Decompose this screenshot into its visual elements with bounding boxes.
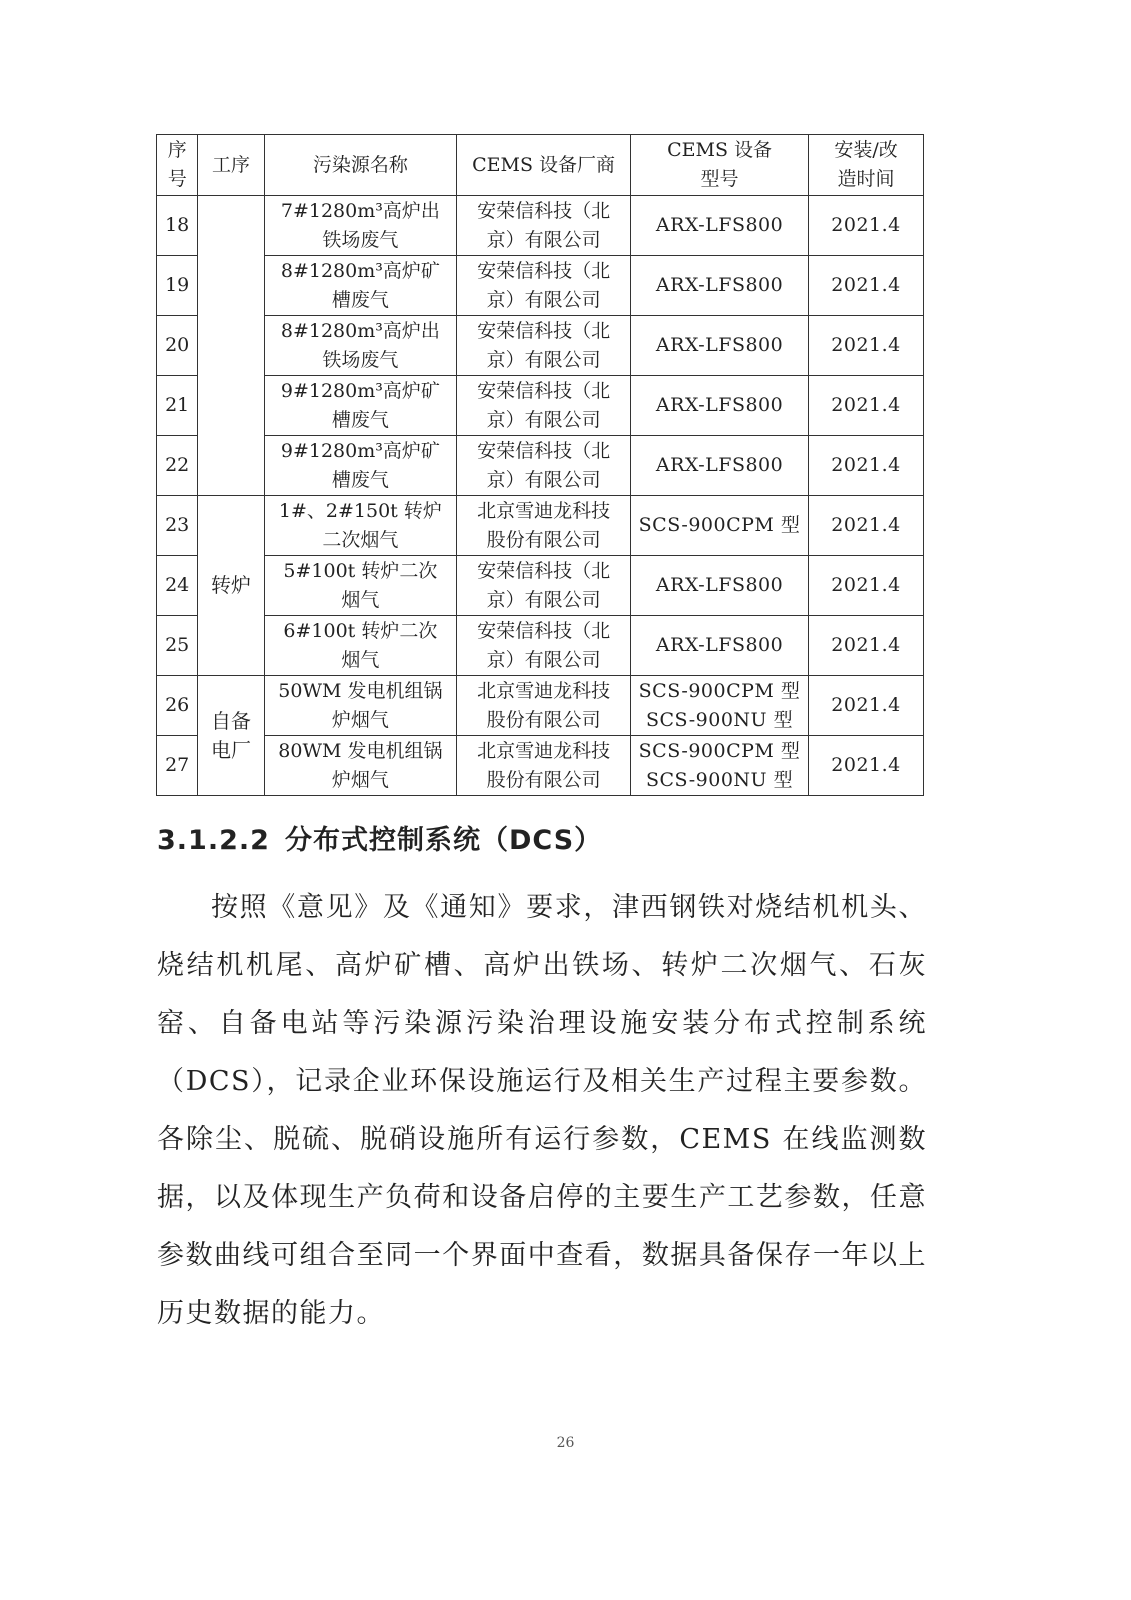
section-number: 3.1.2.2: [157, 825, 270, 856]
model-cell: [631, 376, 809, 436]
row-number: 27: [157, 736, 198, 796]
vendor-cell-line: 北京雪迪龙科技: [477, 679, 611, 702]
vendor-cell: [457, 436, 631, 496]
model-cell-line: SCS-900CPM 型: [638, 679, 801, 702]
header-vendor: CEMS 设备厂商: [457, 135, 631, 196]
header-time: [809, 135, 924, 196]
vendor-cell: [457, 616, 631, 676]
source-name-cell: [264, 256, 457, 316]
install-time-cell: 2021.4: [809, 676, 924, 736]
table-header: [157, 135, 924, 196]
model-cell-line: ARX-LFS800: [655, 634, 784, 656]
vendor-cell: [457, 556, 631, 616]
header-model: [631, 135, 809, 196]
header-no-line: 号: [167, 168, 187, 190]
source-name-cell-line: 9#1280m³高炉矿: [280, 439, 440, 462]
install-time-cell: 2021.4: [809, 196, 924, 256]
vendor-cell-line: 安荣信科技（北: [477, 379, 611, 402]
row-number: 20: [157, 316, 198, 376]
header-process: 工序: [198, 135, 264, 196]
model-cell-line: ARX-LFS800: [655, 274, 784, 296]
source-name-cell-line: 炉烟气: [331, 768, 389, 791]
source-name-cell: [264, 436, 457, 496]
header-source-name: 污染源名称: [264, 135, 457, 196]
source-name-cell-line: 7#1280m³高炉出: [280, 199, 440, 222]
vendor-cell-line: 安荣信科技（北: [477, 199, 611, 222]
model-cell-line: ARX-LFS800: [655, 394, 784, 416]
table-header-row: [157, 135, 924, 196]
install-time-cell: 2021.4: [809, 496, 924, 556]
row-number: 18: [157, 196, 198, 256]
source-name-cell: [264, 676, 457, 736]
source-name-cell: [264, 556, 457, 616]
header-model-line: 型号: [700, 168, 739, 190]
source-name-cell: [264, 736, 457, 796]
vendor-cell-line: 北京雪迪龙科技: [477, 739, 611, 762]
model-cell: [631, 496, 809, 556]
row-number: 24: [157, 556, 198, 616]
source-name-cell-line: 6#100t 转炉二次: [283, 619, 438, 642]
vendor-cell-line: 京）有限公司: [486, 408, 601, 431]
table-row: [157, 196, 924, 256]
model-cell-line: SCS-900CPM 型: [638, 514, 801, 536]
vendor-cell-line: 股份有限公司: [486, 708, 601, 731]
table-row: [157, 376, 924, 436]
vendor-cell-line: 京）有限公司: [486, 588, 601, 611]
vendor-cell-line: 安荣信科技（北: [477, 439, 611, 462]
table-row: [157, 676, 924, 736]
table-row: [157, 436, 924, 496]
vendor-cell-line: 安荣信科技（北: [477, 619, 611, 642]
install-time-cell: 2021.4: [809, 436, 924, 496]
row-number: 25: [157, 616, 198, 676]
vendor-cell: [457, 376, 631, 436]
model-cell-line: ARX-LFS800: [655, 214, 784, 236]
vendor-cell-line: 安荣信科技（北: [477, 559, 611, 582]
vendor-cell: [457, 676, 631, 736]
source-name-cell-line: 槽废气: [331, 288, 389, 311]
model-cell: [631, 676, 809, 736]
section-heading: [157, 818, 602, 857]
vendor-cell-line: 股份有限公司: [486, 768, 601, 791]
vendor-cell-line: 安荣信科技（北: [477, 319, 611, 342]
table-row: [157, 616, 924, 676]
source-name-cell: [264, 496, 457, 556]
process-group-cell: [198, 196, 264, 496]
table-body: [157, 196, 924, 796]
model-cell-line: ARX-LFS800: [655, 334, 784, 356]
install-time-cell: 2021.4: [809, 376, 924, 436]
model-cell-line: ARX-LFS800: [655, 454, 784, 476]
model-cell: [631, 436, 809, 496]
source-name-cell-line: 铁场废气: [322, 348, 399, 371]
source-name-cell-line: 50WM 发电机组锅: [278, 679, 443, 702]
vendor-cell-line: 京）有限公司: [486, 288, 601, 311]
source-name-cell-line: 烟气: [341, 588, 380, 611]
install-time-cell: 2021.4: [809, 616, 924, 676]
table-row: [157, 496, 924, 556]
vendor-cell: [457, 496, 631, 556]
vendor-cell: [457, 316, 631, 376]
vendor-cell: [457, 196, 631, 256]
body-paragraph: 按照《意见》及《通知》要求，津西钢铁对烧结机机头、烧结机机尾、高炉矿槽、高炉出铁场、转炉二次烟气、石灰窑、自备电站等污染源污染治理设施安装分布式控制系统（DCS），记录企业环保设施运行及相关生产过程主要参数。各除尘、脱硫、脱硝设施所有运行参数，CEMS 在线监测数据，以及体现生产负荷和设备启停的主要生产工艺参数，任意参数曲线可组合至同一个界面中查看，数据具备保存一年以上历史数据的能力。: [157, 892, 927, 1329]
vendor-cell-line: 京）有限公司: [486, 348, 601, 371]
source-name-cell-line: 烟气: [341, 648, 380, 671]
process-group-cell: 转炉: [198, 496, 264, 676]
source-name-cell-line: 5#100t 转炉二次: [283, 559, 438, 582]
source-name-cell: [264, 616, 457, 676]
source-name-cell-line: 9#1280m³高炉矿: [280, 379, 440, 402]
source-name-cell-line: 8#1280m³高炉出: [280, 319, 440, 342]
page-number: 26: [556, 1435, 575, 1451]
section-title: 分布式控制系统（DCS）: [285, 825, 603, 856]
header-time-line: 安装/改: [834, 139, 898, 161]
source-name-cell-line: 铁场废气: [322, 228, 399, 251]
row-number: 22: [157, 436, 198, 496]
model-cell: [631, 256, 809, 316]
model-cell: [631, 616, 809, 676]
model-cell-line: ARX-LFS800: [655, 574, 784, 596]
source-name-cell-line: 二次烟气: [322, 528, 399, 551]
vendor-cell-line: 京）有限公司: [486, 228, 601, 251]
vendor-cell-line: 安荣信科技（北: [477, 259, 611, 282]
row-number: 21: [157, 376, 198, 436]
model-cell-line: SCS-900NU 型: [645, 768, 794, 791]
install-time-cell: 2021.4: [809, 556, 924, 616]
vendor-cell: [457, 256, 631, 316]
header-model-line: CEMS 设备: [667, 139, 772, 161]
model-cell: [631, 736, 809, 796]
source-name-cell-line: 炉烟气: [331, 708, 389, 731]
source-name-cell: [264, 376, 457, 436]
vendor-cell-line: 北京雪迪龙科技: [477, 499, 611, 522]
model-cell: [631, 316, 809, 376]
row-number: 26: [157, 676, 198, 736]
table-row: [157, 316, 924, 376]
model-cell: [631, 196, 809, 256]
source-name-cell-line: 80WM 发电机组锅: [278, 739, 443, 762]
vendor-cell: [457, 736, 631, 796]
row-number: 23: [157, 496, 198, 556]
source-name-cell-line: 1#、2#150t 转炉: [278, 499, 442, 522]
cems-equipment-table: [156, 134, 924, 796]
table-row: [157, 736, 924, 796]
source-name-cell-line: 8#1280m³高炉矿: [280, 259, 440, 282]
header-no: [157, 135, 198, 196]
source-name-cell-line: 槽废气: [331, 408, 389, 431]
source-name-cell-line: 槽废气: [331, 468, 389, 491]
process-group-cell: 自备电厂: [198, 676, 264, 796]
install-time-cell: 2021.4: [809, 256, 924, 316]
vendor-cell-line: 京）有限公司: [486, 468, 601, 491]
source-name-cell: [264, 316, 457, 376]
row-number: 19: [157, 256, 198, 316]
install-time-cell: 2021.4: [809, 736, 924, 796]
vendor-cell-line: 股份有限公司: [486, 528, 601, 551]
install-time-cell: 2021.4: [809, 316, 924, 376]
header-time-line: 造时间: [837, 168, 895, 190]
table-row: [157, 256, 924, 316]
source-name-cell: [264, 196, 457, 256]
table-row: [157, 556, 924, 616]
header-no-line: 序: [167, 139, 187, 161]
model-cell-line: SCS-900NU 型: [645, 708, 794, 731]
model-cell-line: SCS-900CPM 型: [638, 739, 801, 762]
model-cell: [631, 556, 809, 616]
vendor-cell-line: 京）有限公司: [486, 648, 601, 671]
